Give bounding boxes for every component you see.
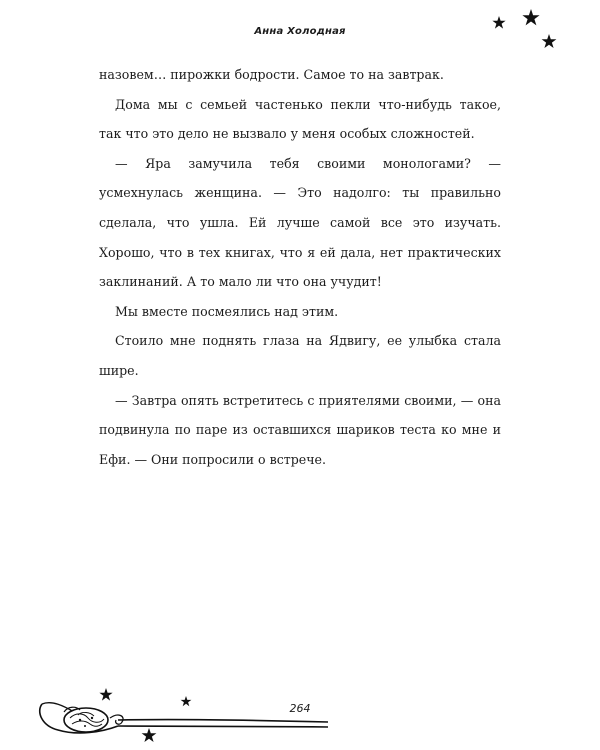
page-text [99, 60, 501, 474]
magic-wand-icon [30, 682, 330, 748]
star-icon [181, 696, 192, 706]
paragraph: — Завтра опять встретитесь с приятелями своими, — она подвинула по паре из оставшихся шариков теста ко мне и Ефи. — Они попросили о встрече. [99, 392, 501, 467]
paragraph: Мы вместе посмеялись над этим. [115, 303, 339, 319]
stars-icon [486, 6, 566, 56]
paragraph: — Яра замучила тебя своими монологами? — усмехнулась женщина. — Это надолго: ты правильно сделала, что ушла. Ей лучше самой все это изучать. Хорошо, что в тех книгах, что я ей дала, нет практических заклинаний. А то мало ли что она учудит! [99, 155, 501, 290]
page-number: 264 [289, 702, 311, 715]
paragraph: Стоило мне поднять глаза на Ядвигу, ее улыбка стала шире. [99, 333, 501, 378]
star-icon [99, 688, 112, 701]
star-icon [142, 728, 157, 742]
star-icon [492, 16, 505, 29]
star-icon [542, 34, 557, 48]
running-header-author: Анна Холодная [254, 26, 346, 37]
paragraph: назовем… пирожки бодрости. Самое то на завтрак. [99, 67, 444, 82]
star-icon [522, 9, 539, 25]
paragraph: Дома мы с семьей частенько пекли что-нибудь такое, так что это дело не вызвало у меня особых сложностей. [99, 96, 501, 142]
